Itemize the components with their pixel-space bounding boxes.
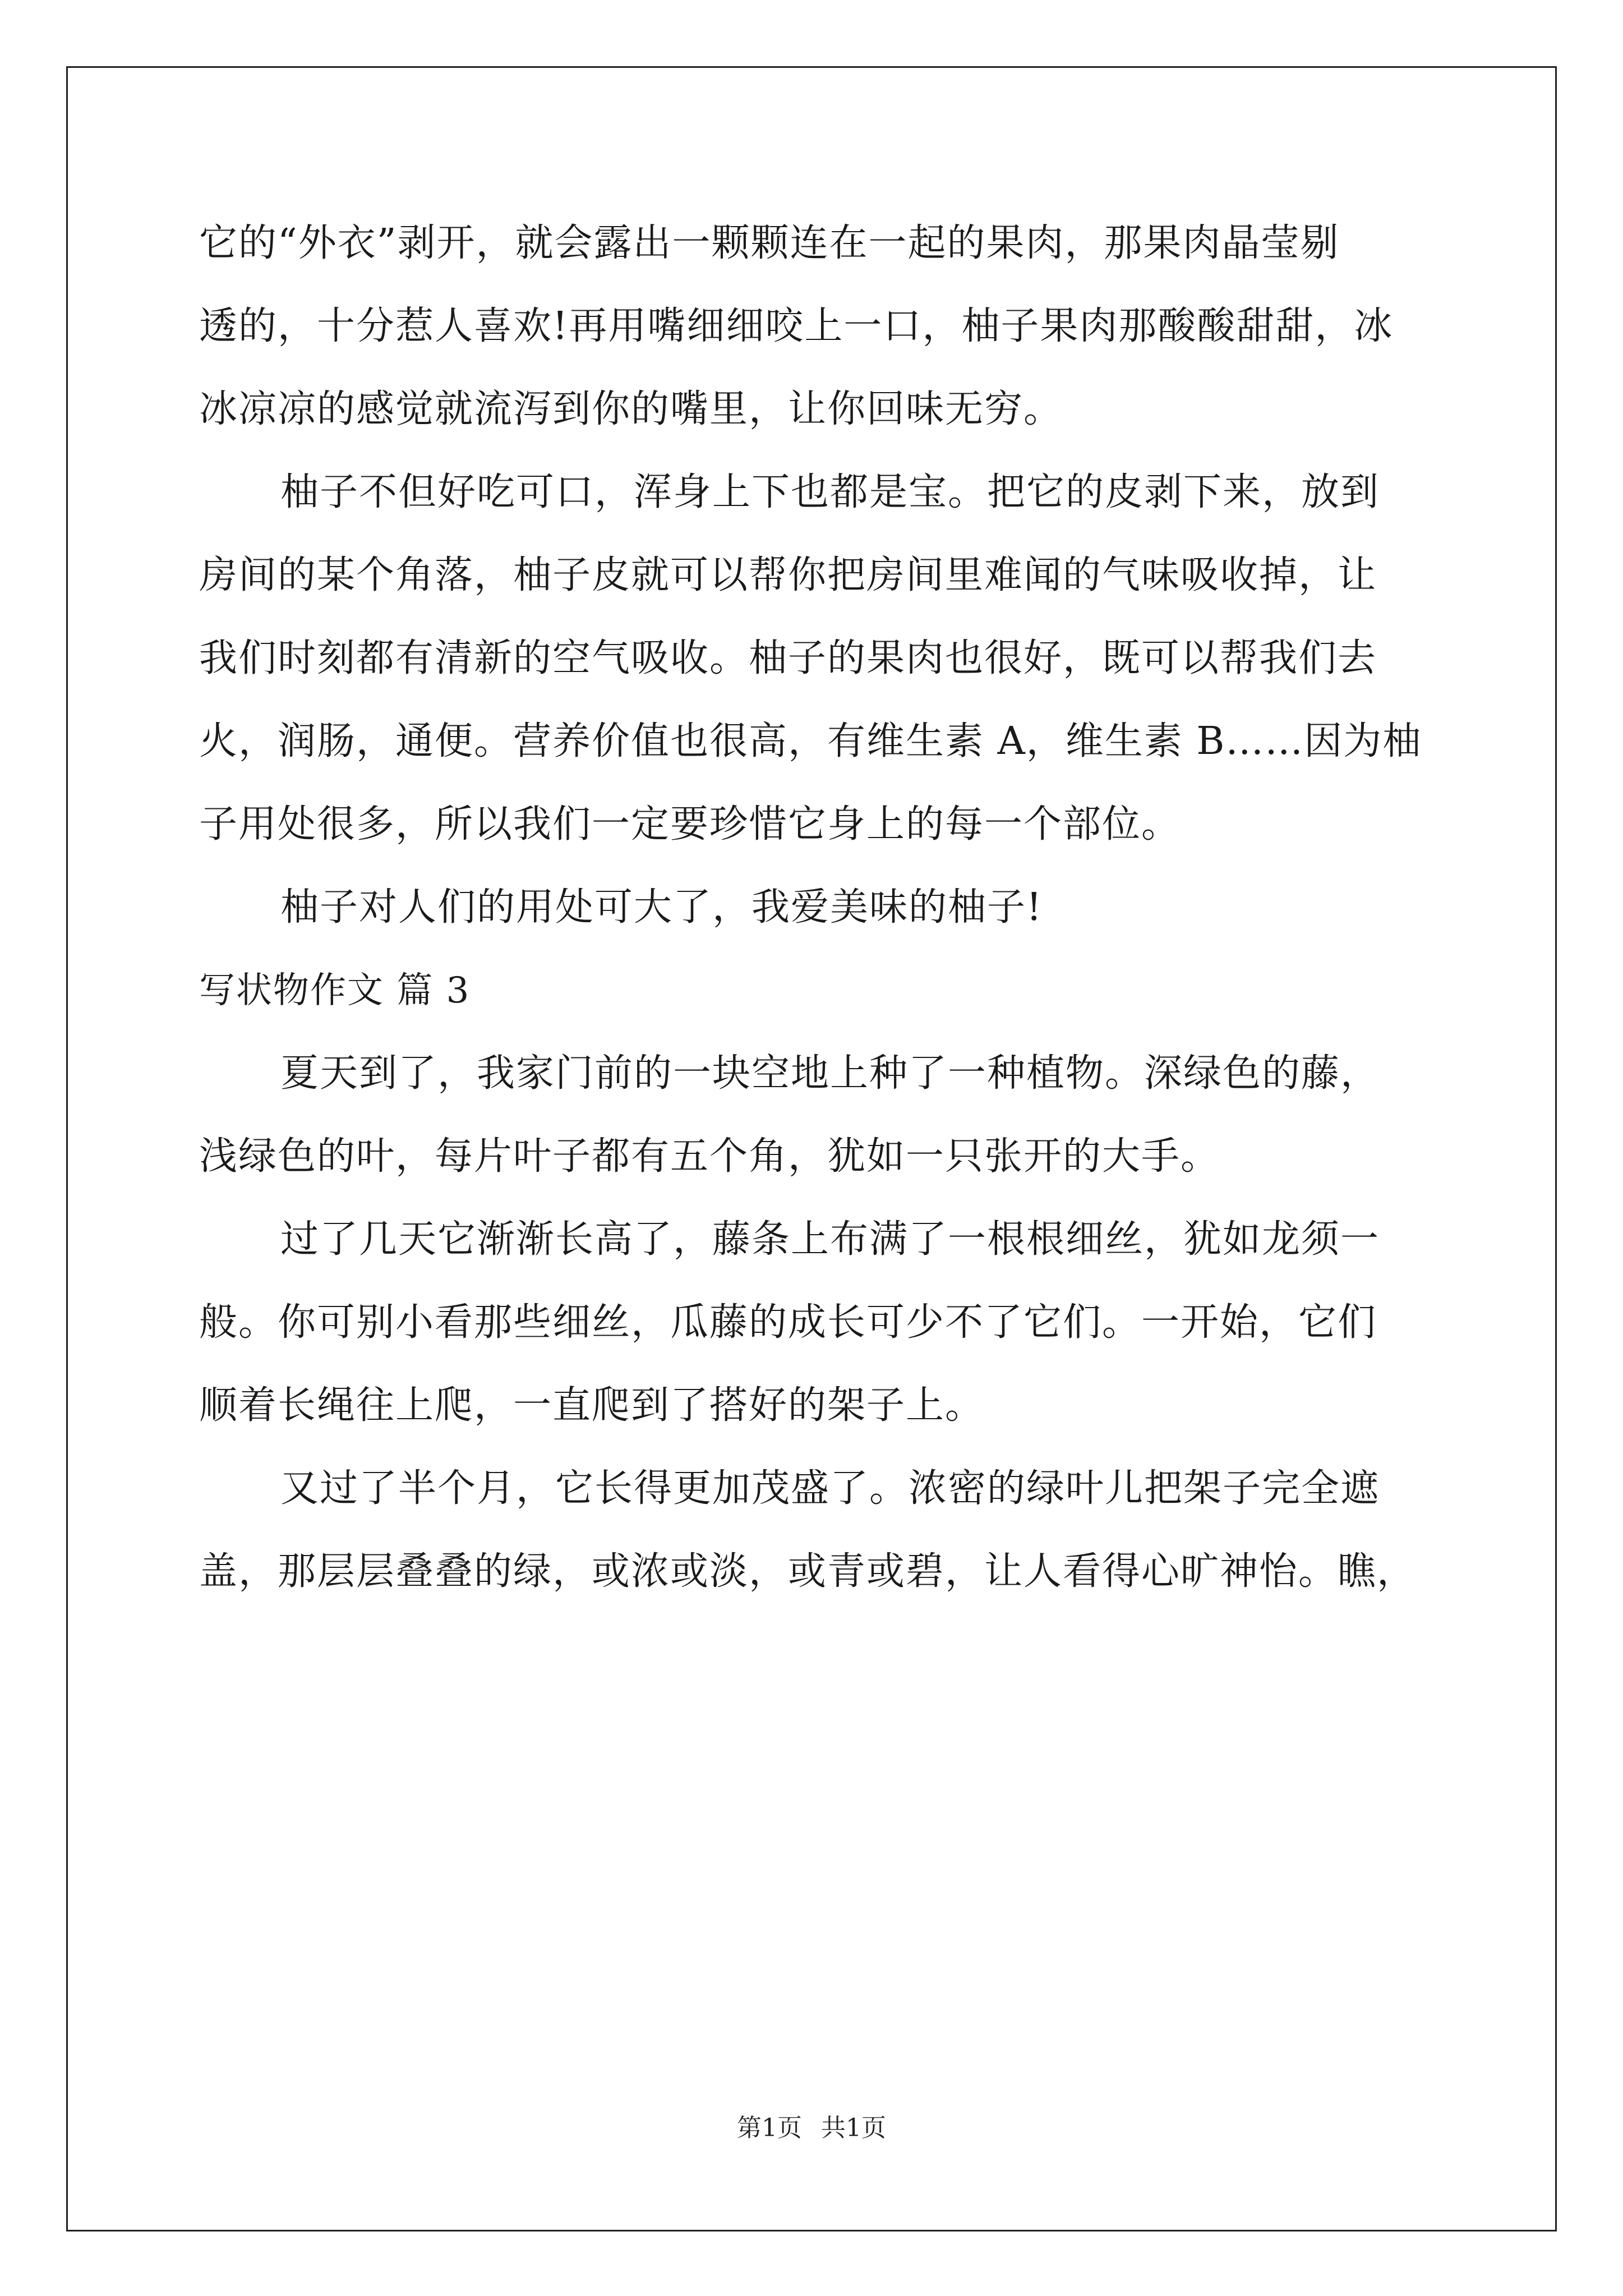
text-line: 它的“外衣”剥开，就会露出一颗颗连在一起的果肉，那果肉晶莹剔 [199,221,1340,265]
section-heading: 写状物作文 篇 3 [199,970,471,1011]
page-total: 共1页 [821,2114,886,2142]
paragraph-start-line: 又过了半个月，它长得更加茂盛了。浓密的绿叶儿把架子完全遮 [280,1466,1380,1511]
paragraph-start-line: 柚子不但好吃可口，浑身上下也都是宝。把它的皮剥下来，放到 [280,470,1380,514]
text-line: 盖，那层层叠叠的绿，或浓或淡，或青或碧，让人看得心旷神怡。瞧， [199,1549,1417,1594]
paragraph-start-line: 夏天到了，我家门前的一块空地上种了一种植物。深绿色的藤， [280,1051,1380,1096]
paragraph-start-line: 过了几天它渐渐长高了，藤条上布满了一根根细丝，犹如龙须一 [280,1217,1380,1262]
text-line: 房间的某个角落，柚子皮就可以帮你把房间里难闻的气味吸收掉，让 [199,553,1377,597]
text-line: 火，润肠，通便。营养价值也很高，有维生素 A，维生素 B……因为柚 [199,719,1422,763]
paragraph-start-line: 柚子对人们的用处可大了，我爱美味的柚子! [280,885,1043,930]
text-line: 顺着长绳往上爬，一直爬到了搭好的架子上。 [199,1383,985,1428]
text-line: 子用处很多，所以我们一定要珍惜它身上的每一个部位。 [199,802,1181,846]
page-footer [0,2111,1623,2145]
document-body [199,202,1433,1613]
text-line: 我们时刻都有清新的空气吸收。柚子的果肉也很好，既可以帮我们去 [199,636,1377,680]
page-number: 第1页 [737,2114,802,2142]
text-line: 浅绿色的叶，每片叶子都有五个角，犹如一只张开的大手。 [199,1134,1220,1179]
text-line: 冰凉凉的感觉就流泻到你的嘴里，让你回味无穷。 [199,387,1063,431]
text-line: 般。你可别小看那些细丝，瓜藤的成长可少不了它们。一开始，它们 [199,1300,1377,1345]
text-line: 透的，十分惹人喜欢!再用嘴细细咬上一口，柚子果肉那酸酸甜甜，冰 [199,304,1394,348]
